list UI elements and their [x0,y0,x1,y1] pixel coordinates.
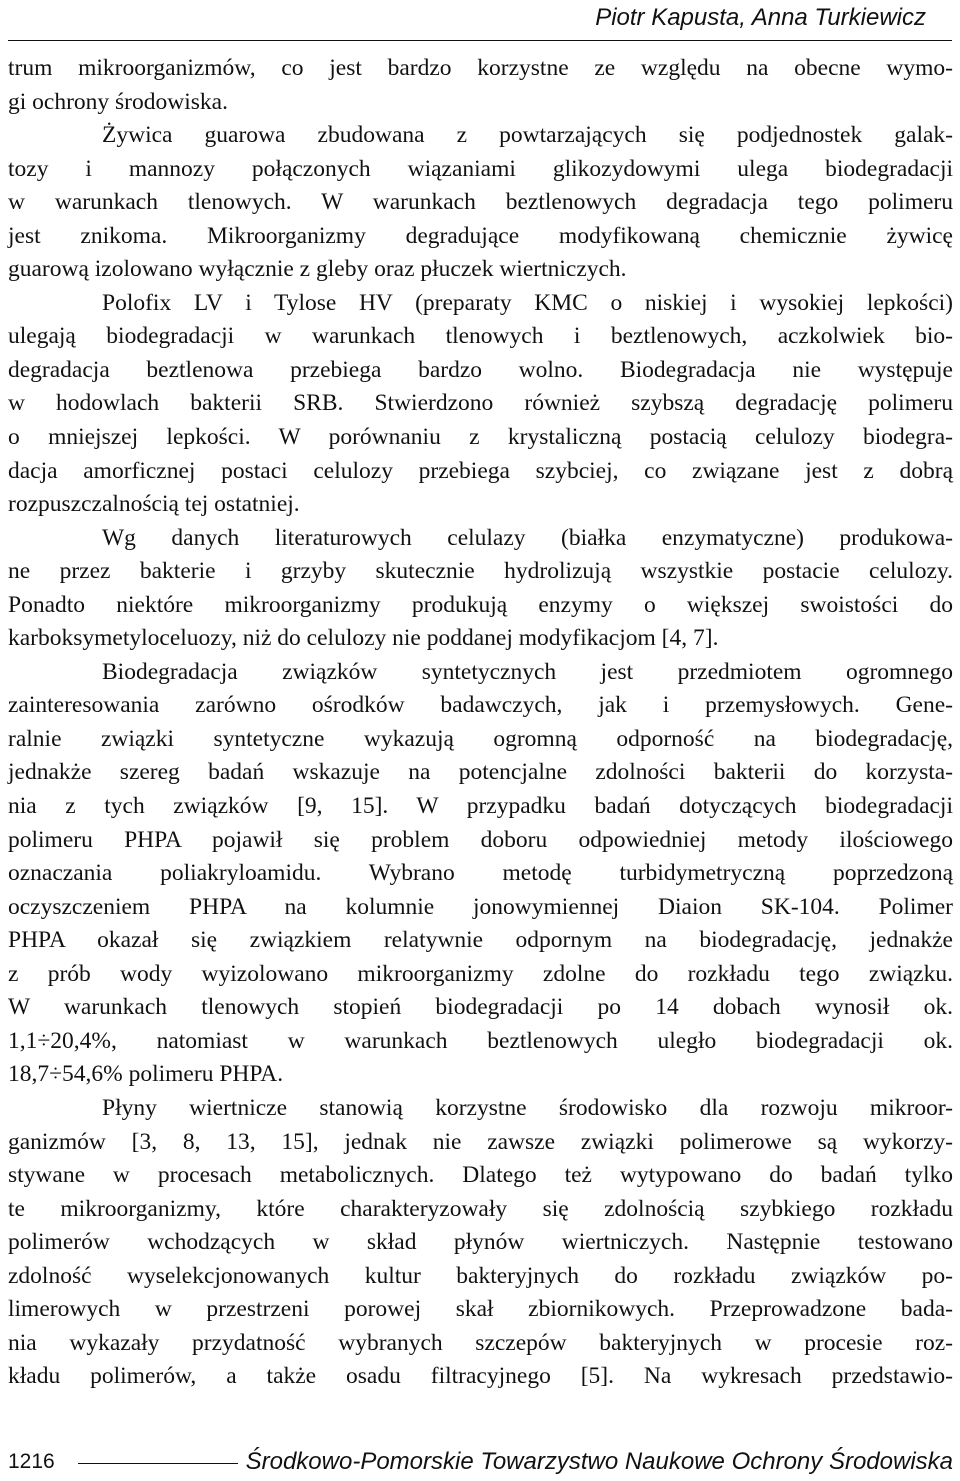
text-line: w hodowlach bakterii SRB. Stwierdzono również szybszą degradację polimeru [8,390,953,417]
text-line: Płyny wiertnicze stanowią korzystne środowisko dla rozwoju mikroor- [102,1094,953,1121]
body-text [8,52,953,1394]
text-line: zainteresowania zarówno ośrodków badawczych, jak i przemysłowych. Gene- [8,692,953,719]
text-line: oznaczania poliakryloamidu. Wybrano metodę turbidymetryczną poprzedzoną [8,860,953,887]
journal-name: Środkowo-Pomorskie Towarzystwo Naukowe Ochrony Środowiska [245,1448,953,1475]
text-line: polimeru PHPA pojawił się problem doboru odpowiedniej metody ilościowego [8,826,953,853]
text-line: stywane w procesach metabolicznych. Dlatego też wytypowano do badań tylko [8,1162,953,1189]
text-line: w warunkach tlenowych. W warunkach beztlenowych degradacja tego polimeru [8,189,953,216]
text-line: degradacja beztlenowa przebiega bardzo wolno. Biodegradacja nie występuje [8,356,953,383]
text-line: trum mikroorganizmów, co jest bardzo korzystne ze względu na obecne wymo- [8,55,953,81]
text-line: dacja amorficznej postaci celulozy przebiega szybciej, co związane jest z dobrą [8,457,953,484]
page-footer [8,1449,953,1479]
text-line: nia z tych związków [9, 15]. W przypadku badań dotyczących biodegradacji [8,793,953,820]
paragraph-guar-gum [8,119,953,287]
text-line: z prób wody wyizolowano mikroorganizmy zdolne do rozkładu tego związku. [8,960,953,987]
text-line: gi ochrony środowiska. [8,88,228,115]
text-line: kładu polimerów, a także osadu filtracyjnego [5]. Na wykresach przedstawio- [8,1363,953,1390]
text-line: Żywica guarowa zbudowana z powtarzających się podjednostek galak- [102,122,953,149]
text-line: karboksymetyloceluozy, niż do celulozy nie poddanej modyfikacjom [4, 7]. [8,625,719,652]
text-line: 18,7÷54,6% polimeru PHPA. [8,1061,284,1088]
text-line: jest znikoma. Mikroorganizmy degradujące modyfikowaną chemicznie żywicę [8,222,953,249]
text-line: o mniejszej lepkości. W porównaniu z krystaliczną postacią celulozy biodegra- [8,424,953,451]
text-line: ralnie związki syntetyczne wykazują ogromną odporność na biodegradację, [8,725,953,752]
header-rule [8,40,952,41]
text-line: polimerów wchodzących w skład płynów wiertniczych. Następnie testowano [8,1229,953,1256]
text-line: oczyszczeniem PHPA na kolumnie jonowymiennej Diaion SK-104. Polimer [8,893,953,920]
page-number: 1216 [8,1450,55,1473]
text-line: jednakże szereg badań wskazuje na potencjalne zdolności bakterii do korzysta- [8,759,953,786]
paragraph-drilling-fluids [8,1092,953,1394]
paragraph-continuation [8,52,953,119]
text-line: W warunkach tlenowych stopień biodegradacji po 14 dobach wynosił ok. [8,994,953,1021]
footer-rule [78,1463,238,1464]
text-line: te mikroorganizmy, które charakteryzowały się zdolnością szybkiego rozkładu [8,1195,953,1222]
text-line: nia wykazały przydatność wybranych szczepów bakteryjnych w procesie roz- [8,1329,953,1356]
text-line: PHPA okazał się związkiem relatywnie odpornym na biodegradację, jednakże [8,927,953,954]
text-line: tozy i mannozy połączonych wiązaniami glikozydowymi ulega biodegradacji [8,155,953,182]
paragraph-synthetic [8,656,953,1092]
text-line: ne przez bakterie i grzyby skutecznie hydrolizują wszystkie postacie celulozy. [8,558,953,585]
paragraph-cellulase [8,522,953,656]
text-line: Ponadto niektóre mikroorganizmy produkują enzymy o większej swoistości do [8,591,953,618]
text-line: zdolność wyselekcjonowanych kultur bakteryjnych do rozkładu związków po- [8,1262,953,1289]
text-line: limerowych w przestrzeni porowej skał zbiornikowych. Przeprowadzone bada- [8,1296,953,1323]
text-line: Biodegradacja związków syntetycznych jest przedmiotem ogromnego [102,658,953,685]
text-line: Polofix LV i Tylose HV (preparaty KMC o niskiej i wysokiej lepkości) [102,289,953,316]
text-line: guarową izolowano wyłącznie z gleby oraz płuczek wiertniczych. [8,256,627,283]
text-line: ulegają biodegradacji w warunkach tlenowych i beztlenowych, aczkolwiek bio- [8,323,953,350]
text-line: 1,1÷20,4%, natomiast w warunkach beztlenowych uległo biodegradacji ok. [8,1027,953,1054]
text-line: Wg danych literaturowych celulazy (białka enzymatyczne) produkowa- [102,524,953,551]
paragraph-polofix [8,287,953,522]
text-line: rozpuszczalnością tej ostatniej. [8,491,300,518]
running-head-authors: Piotr Kapusta, Anna Turkiewicz [595,4,926,31]
text-line: ganizmów [3, 8, 13, 15], jednak nie zawsze związki polimerowe są wykorzy- [8,1128,953,1155]
